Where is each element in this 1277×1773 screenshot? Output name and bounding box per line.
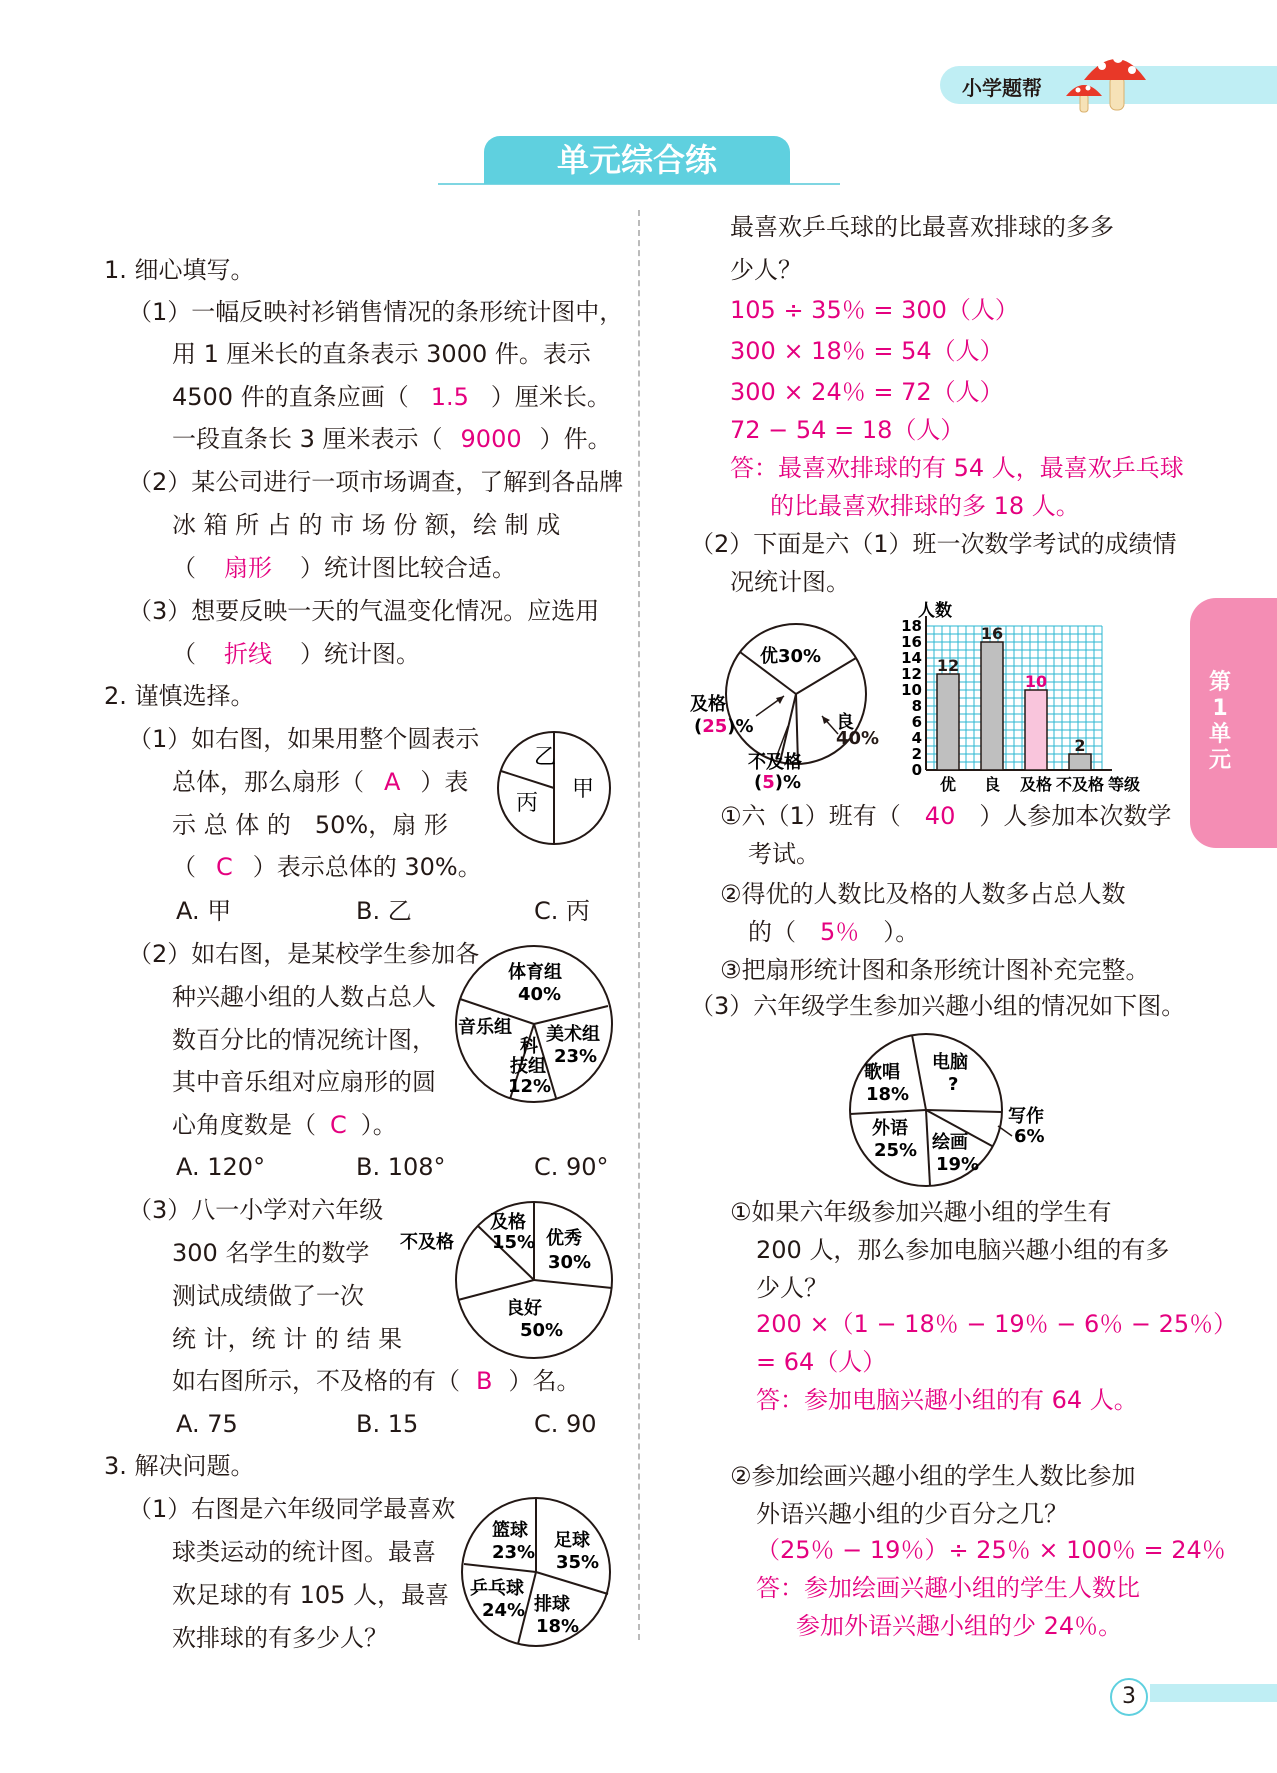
q3-p2-line1: （2）下面是六（1）班一次数学考试的成绩情 xyxy=(690,530,1177,558)
q2-p3-line3: 测试成绩做了一次 xyxy=(172,1282,364,1310)
svg-text:科: 科 xyxy=(520,1036,538,1057)
svg-text:外语: 外语 xyxy=(872,1118,908,1139)
q1-p3-line1: （3）想要反映一天的气温变化情况。应选用 xyxy=(128,597,600,625)
pie-chart-interest-groups xyxy=(450,944,616,1104)
svg-text:绘画: 绘画 xyxy=(932,1132,968,1153)
answer-step: 200 ×（1 − 18％ − 19％ − 6％ − 25％） xyxy=(756,1310,1238,1338)
y-axis-label: 人数 xyxy=(918,601,952,621)
answer-blank: C xyxy=(216,853,233,881)
pie-chart-abc xyxy=(494,728,614,848)
q3-p2-s1: ①六（1）班有（ 40 ）人参加本次数学 xyxy=(720,802,1172,830)
pie-chart-grades xyxy=(688,620,866,793)
mushroom-icon xyxy=(1062,46,1146,114)
bar-value-label: 2 xyxy=(1074,736,1086,755)
pie-label: 甲 xyxy=(572,777,595,802)
svg-text:18%: 18% xyxy=(536,1616,580,1637)
q3-p2-s2-cont: 的（ 5％ ）。 xyxy=(748,918,920,946)
x-tick-label: 不及格 xyxy=(1055,775,1105,794)
answer-step: 300 × 24％ = 72（人） xyxy=(730,378,1004,406)
page-bar xyxy=(1150,1684,1277,1702)
svg-text:40%: 40% xyxy=(518,984,562,1005)
x-tick-label: 良 xyxy=(983,775,1001,794)
y-tick-label: 6 xyxy=(911,713,922,731)
svg-text:30%: 30% xyxy=(548,1252,592,1273)
svg-text:19%: 19% xyxy=(936,1154,980,1175)
option-a: A. 甲 xyxy=(176,897,232,925)
q3-p3-s1-line3: 少人？ xyxy=(756,1274,828,1302)
y-tick-label: 0 xyxy=(911,761,922,779)
q2-p2-line5: 心角度数是（ C ）。 xyxy=(172,1111,397,1139)
svg-text:良好: 良好 xyxy=(506,1298,542,1319)
pie-label: 乙 xyxy=(534,745,557,770)
option-c: C. 90° xyxy=(534,1153,609,1181)
bar-value-label: 12 xyxy=(936,656,960,675)
column-divider xyxy=(638,210,640,1640)
answer-text: 答：参加电脑兴趣小组的有 64 人。 xyxy=(756,1386,1138,1414)
svg-text:18%: 18% xyxy=(866,1084,910,1105)
svg-text:技组: 技组 xyxy=(510,1056,546,1077)
svg-text:体育组: 体育组 xyxy=(508,962,562,983)
x-axis-label: 等级 xyxy=(1108,775,1141,794)
option-a: A. 75 xyxy=(176,1410,238,1438)
answer-text: 答：参加绘画兴趣小组的学生人数比 xyxy=(756,1574,1140,1602)
bar-value-label: 16 xyxy=(980,624,1004,643)
q1-p1-line2: 用 1 厘米长的直条表示 3000 件。表示 xyxy=(172,340,591,368)
answer-step: 105 ÷ 35％ = 300（人） xyxy=(730,296,1019,324)
svg-text:?: ? xyxy=(948,1074,959,1095)
q3-p2-s1-cont: 考试。 xyxy=(748,840,820,868)
answer-text: 答：最喜欢排球的有 54 人，最喜欢乒乓球 xyxy=(730,454,1184,482)
q2-p3-line5: 如右图所示，不及格的有（ B ）名。 xyxy=(172,1367,581,1395)
svg-text:不及格: 不及格 xyxy=(748,752,802,773)
option-c: C. 90 xyxy=(534,1410,597,1438)
q3-p2-s2: ②得优的人数比及格的人数多占总人数 xyxy=(720,880,1126,908)
answer-text: 参加外语兴趣小组的少 24％。 xyxy=(796,1612,1123,1640)
bar xyxy=(1025,690,1047,770)
q1-p2-line2: 冰 箱 所 占 的 市 场 份 额，绘 制 成 xyxy=(172,511,561,539)
q3-p1-line2: 球类运动的统计图。最喜 xyxy=(172,1538,436,1566)
q2-heading: 2. 谨慎选择。 xyxy=(104,682,255,710)
svg-text:23%: 23% xyxy=(554,1046,598,1067)
q3-p2-s3: ③把扇形统计图和条形统计图补充完整。 xyxy=(720,956,1150,984)
q3-p3-s2-line1: ②参加绘画兴趣小组的学生人数比参加 xyxy=(730,1462,1136,1490)
q3-p1-line4: 欢排球的有多少人？ xyxy=(172,1624,388,1652)
answer-blank: 1.5 xyxy=(430,383,469,411)
svg-text:优30%: 优30% xyxy=(760,646,822,667)
option-a: A. 120° xyxy=(176,1153,266,1181)
svg-text:写作: 写作 xyxy=(1008,1106,1044,1127)
svg-text:乒乓球: 乒乓球 xyxy=(470,1578,524,1599)
q2-p3-line4: 统 计，统 计 的 结 果 xyxy=(172,1325,403,1353)
answer-blank: 9000 xyxy=(460,425,522,453)
svg-text:及格: 及格 xyxy=(690,694,726,715)
answer-blank: 5％ xyxy=(820,918,860,946)
q1-p2-line3: （ 扇形 ）统计图比较合适。 xyxy=(172,554,516,582)
answer-blank: 扇形 xyxy=(224,554,272,582)
svg-text:美术组: 美术组 xyxy=(546,1024,600,1045)
option-b: B. 108° xyxy=(356,1153,446,1181)
q1-p1-line3: 4500 件的直条应画（ 1.5 ）厘米长。 xyxy=(172,383,611,411)
answer-step: 72 − 54 = 18（人） xyxy=(730,416,965,444)
bar-value-label: 10 xyxy=(1024,672,1048,691)
y-tick-label: 18 xyxy=(901,617,922,635)
svg-text:音乐组: 音乐组 xyxy=(458,1017,512,1038)
svg-text:及格: 及格 xyxy=(490,1212,526,1233)
answer-step: = 64（人） xyxy=(756,1348,887,1376)
answer-step: （25％ − 19％）÷ 25％ × 100％ = 24％ xyxy=(756,1536,1226,1564)
answer-blank: C xyxy=(330,1111,347,1139)
page-title: 单元综合练 xyxy=(556,141,717,179)
q3-p3-line1: （3）六年级学生参加兴趣小组的情况如下图。 xyxy=(690,992,1186,1020)
q3-p3-s1-line1: ①如果六年级参加兴趣小组的学生有 xyxy=(730,1198,1112,1226)
q1-heading: 1. 细心填写。 xyxy=(104,256,255,284)
q2-p1-line2: 总体，那么扇形（ A ）表 xyxy=(172,768,469,796)
q3-p3-s1-line2: 200 人，那么参加电脑兴趣小组的有多 xyxy=(756,1236,1170,1264)
y-tick-label: 8 xyxy=(911,697,922,715)
q2-p2-line1: （2）如右图，是某校学生参加各 xyxy=(128,940,480,968)
option-b: B. 乙 xyxy=(356,897,412,925)
q2-p3-line1: （3）八一小学对六年级 xyxy=(128,1196,384,1224)
answer-text: 的比最喜欢排球的多 18 人。 xyxy=(770,492,1080,520)
pie-chart-ball-sports xyxy=(456,1494,616,1650)
svg-text:(5)%: (5)% xyxy=(754,772,802,793)
answer-blank: 40 xyxy=(924,802,956,830)
pie-chart-math-results xyxy=(398,1200,616,1360)
svg-text:12%: 12% xyxy=(508,1076,552,1097)
svg-text:足球: 足球 xyxy=(554,1530,590,1551)
q2-p3-line2: 300 名学生的数学 xyxy=(172,1239,370,1267)
q3-p3-s2-line2: 外语兴趣小组的少百分之几？ xyxy=(756,1500,1068,1528)
x-tick-label: 及格 xyxy=(1019,775,1053,794)
q1-p1-line4: 一段直条长 3 厘米表示（ 9000 ）件。 xyxy=(172,425,612,453)
q1-p3-line2: （ 折线 ）统计图。 xyxy=(172,640,420,668)
svg-text:25%: 25% xyxy=(874,1140,918,1161)
q1-p1-line1: （1）一幅反映衬衫销售情况的条形统计图中， xyxy=(128,298,624,326)
svg-text:23%: 23% xyxy=(492,1542,536,1563)
pie-label-good-percent: 40% xyxy=(836,728,880,749)
q2-p1-line3: 示 总 体 的 50%，扇 形 xyxy=(172,811,448,839)
svg-text:50%: 50% xyxy=(520,1320,564,1341)
option-c: C. 丙 xyxy=(534,897,591,925)
bar-chart-grades xyxy=(872,600,1152,796)
svg-text:优秀: 优秀 xyxy=(546,1228,582,1249)
q3-p1-line3: 欢足球的有 105 人，最喜 xyxy=(172,1581,450,1609)
q2-p1-line4: （ C ）表示总体的 30%。 xyxy=(172,853,482,881)
svg-text:15%: 15% xyxy=(492,1232,536,1253)
pie-chart-hobby-groups xyxy=(848,1030,1045,1192)
page-number: 3 xyxy=(1110,1678,1148,1716)
answer-blank: B xyxy=(476,1367,493,1395)
svg-text:篮球: 篮球 xyxy=(492,1520,528,1541)
svg-text:电脑: 电脑 xyxy=(932,1052,968,1073)
answer-blank: A xyxy=(384,768,401,796)
y-tick-label: 14 xyxy=(901,649,922,667)
unit-tab-label: 第1单元 xyxy=(1208,670,1231,773)
q3-p1-cont-line1: 最喜欢乒乓球的比最喜欢排球的多多 xyxy=(730,213,1114,241)
svg-text:(25)%: (25)% xyxy=(694,716,754,737)
option-b: B. 15 xyxy=(356,1410,419,1438)
bar xyxy=(981,642,1003,770)
svg-text:排球: 排球 xyxy=(534,1594,570,1615)
pie-label: 丙 xyxy=(516,791,539,816)
y-tick-label: 4 xyxy=(911,729,922,747)
q2-p2-line4: 其中音乐组对应扇形的圆 xyxy=(172,1068,436,1096)
bar xyxy=(937,674,959,770)
y-tick-label: 10 xyxy=(901,681,922,699)
answer-blank: 折线 xyxy=(224,640,272,668)
svg-text:歌唱: 歌唱 xyxy=(864,1062,900,1083)
answer-step: 300 × 18％ = 54（人） xyxy=(730,337,1004,365)
svg-text:良: 良 xyxy=(836,712,854,733)
bar xyxy=(1069,754,1091,770)
q3-p1-line1: （1）右图是六年级同学最喜欢 xyxy=(128,1495,456,1523)
brand-label: 小学题帮 xyxy=(962,76,1042,100)
svg-text:不及格: 不及格 xyxy=(400,1232,454,1253)
y-tick-label: 2 xyxy=(911,745,922,763)
q1-p2-line1: （2）某公司进行一项市场调查，了解到各品牌 xyxy=(128,468,624,496)
q2-p1-line1: （1）如右图，如果用整个圆表示 xyxy=(128,725,480,753)
svg-text:6%: 6% xyxy=(1014,1126,1045,1147)
q3-p2-line2: 况统计图。 xyxy=(730,568,850,596)
q3-p1-cont-line2: 少人？ xyxy=(730,256,802,284)
q2-p2-line3: 数百分比的情况统计图， xyxy=(172,1026,436,1054)
q2-p2-line2: 种兴趣小组的人数占总人 xyxy=(172,983,436,1011)
y-tick-label: 12 xyxy=(901,665,922,683)
y-tick-label: 16 xyxy=(901,633,922,651)
q3-heading: 3. 解决问题。 xyxy=(104,1452,255,1480)
svg-text:35%: 35% xyxy=(556,1552,600,1573)
svg-text:24%: 24% xyxy=(482,1600,526,1621)
x-tick-label: 优 xyxy=(939,775,957,794)
